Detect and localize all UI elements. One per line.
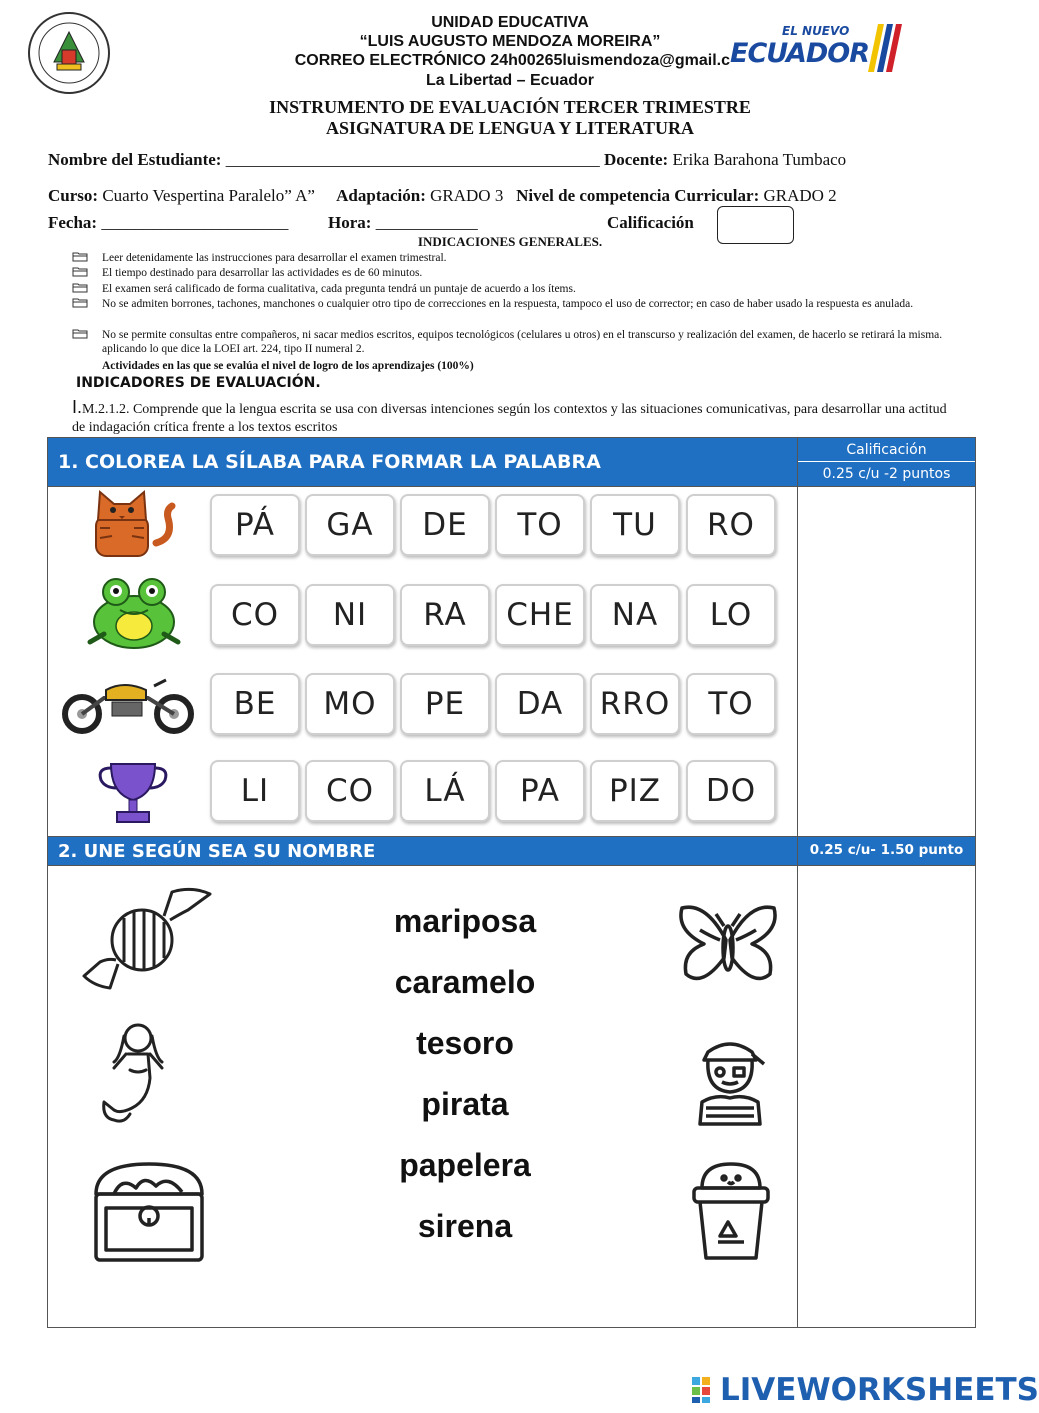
syllable-cell[interactable]: BE [210, 673, 300, 735]
candy-icon[interactable] [80, 884, 216, 990]
word-label[interactable]: caramelo [394, 964, 536, 1000]
syllable-cell[interactable]: NA [590, 584, 680, 646]
student-name-row [48, 150, 846, 170]
pirate-icon[interactable] [692, 1036, 768, 1126]
time-row [328, 213, 478, 233]
word-label[interactable]: mariposa [393, 903, 537, 939]
grade-label: Calificación [607, 213, 694, 232]
trash-bin-icon[interactable] [690, 1158, 772, 1264]
word-label[interactable]: pirata [421, 1086, 509, 1122]
folder-icon [72, 328, 102, 356]
school-seal [26, 10, 112, 96]
student-label: Nombre del Estudiante: [48, 150, 222, 169]
section1-title: 1. COLOREA LA SÍLABA PARA FORMAR LA PALABRA [48, 438, 797, 486]
syllable-cell[interactable]: TO [686, 673, 776, 735]
syllable-cell[interactable]: PIZ [590, 760, 680, 822]
indicators-title: INDICADORES DE EVALUACIÓN. [76, 375, 321, 391]
liveworksheets-logo [690, 1372, 1039, 1408]
grade-column-divider [797, 437, 798, 1328]
adaptation-value: GRADO 3 [430, 186, 504, 205]
grade-box[interactable] [717, 206, 794, 244]
syllable-cell[interactable]: GA [305, 494, 395, 556]
teacher-value: Erika Barahona Tumbaco [672, 150, 847, 169]
course-row [48, 186, 837, 206]
competence-value: GRADO 2 [763, 186, 837, 205]
syllable-cell[interactable]: LO [686, 584, 776, 646]
section2-title: 2. UNE SEGÚN SEA SU NOMBRE [48, 837, 797, 865]
time-label: Hora: [328, 213, 372, 232]
syllable-cell[interactable]: TU [590, 494, 680, 556]
competence-label: Nivel de competencia Curricular: [516, 186, 760, 205]
folder-icon [72, 251, 102, 266]
syllable-cell[interactable]: PE [400, 673, 490, 735]
adaptation-label: Adaptación: [336, 186, 426, 205]
student-name-field[interactable]: ____________________________________________ [225, 150, 600, 169]
teacher-label: Docente: [603, 150, 669, 169]
subject-title: ASIGNATURA DE LENGUA Y LITERATURA [325, 118, 695, 138]
section2-header-line [47, 865, 976, 866]
syllable-cell[interactable]: RO [686, 494, 776, 556]
syllable-cell[interactable]: CHE [495, 584, 585, 646]
indication-item: Leer detenidamente las instrucciones para desarrollar el examen trimestral. [72, 251, 952, 266]
syllable-cell[interactable]: DE [400, 494, 490, 556]
date-label: Fecha: [48, 213, 98, 232]
course-label: Curso: [48, 186, 99, 205]
school-email: CORREO ELECTRÓNICO 24h00265luismendoza@gmail.c [294, 52, 730, 69]
syllable-cell[interactable]: LI [210, 760, 300, 822]
syllable-cell[interactable]: PÁ [210, 494, 300, 556]
section1-grade-points: 0.25 c/u -2 puntos [798, 462, 975, 486]
syllable-cell[interactable]: LÁ [400, 760, 490, 822]
indicator-text: I.M.2.1.2. Comprende que la lengua escrita se usa con diversas intenciones según los contextos y las situaciones comunicativas, para desarrollar una actitud de indagación crítica frente a los textos escritos [72, 397, 947, 435]
course-value: Cuarto Vespertina Paralelo” A” [102, 186, 315, 205]
folder-icon [72, 282, 102, 297]
school-type: UNIDAD EDUCATIVA [431, 14, 589, 31]
indication-item: El examen será calificado de forma cualitativa, cada pregunta tendrá un puntaje de acuerdo a los ítems. [72, 282, 952, 297]
syllable-cell[interactable]: DO [686, 760, 776, 822]
time-field[interactable]: ____________ [375, 213, 478, 232]
indication-item: No se permite consultas entre compañeros, ni sacar medios escritos, equipos tecnológicos (celulares u otros) en el transcurso y realización del examen, de hacerlo se retirará la misma. aplicando lo que dice la LOEI art. 224, tipo II numeral 2. [72, 328, 952, 356]
mermaid-icon[interactable] [100, 1018, 176, 1130]
trophy-icon [95, 758, 171, 826]
syllable-cell[interactable]: TO [495, 494, 585, 556]
butterfly-icon[interactable] [676, 900, 780, 992]
exam-title: INSTRUMENTO DE EVALUACIÓN TERCER TRIMESTRE [269, 97, 751, 117]
frog-icon [84, 576, 184, 652]
word-label[interactable]: papelera [399, 1147, 531, 1183]
syllable-cell[interactable]: PA [495, 760, 585, 822]
motorcycle-icon [58, 676, 198, 734]
section1-grade-title: Calificación [798, 438, 975, 462]
folder-icon [72, 297, 102, 312]
syllable-cell[interactable]: MO [305, 673, 395, 735]
cat-icon [86, 488, 176, 560]
syllable-cell[interactable]: DA [495, 673, 585, 735]
word-label[interactable]: tesoro [416, 1025, 514, 1061]
section1-header-line [47, 486, 976, 487]
folder-icon [72, 266, 102, 281]
syllable-cell[interactable]: RA [400, 584, 490, 646]
treasure-chest-icon[interactable] [86, 1158, 212, 1266]
indication-item: El tiempo destinado para desarrollar las actividades es de 60 minutos. [72, 266, 952, 281]
school-location: La Libertad – Ecuador [425, 72, 595, 89]
indication-item: No se admiten borrones, tachones, manchones o cualquier otro tipo de correcciones en la respuesta, tampoco el uso de corrector; en caso de haber usado la respuesta es anulada. [72, 297, 952, 312]
liveworksheets-icon [690, 1375, 720, 1405]
liveworksheets-brand: LIVEWORKSHEETS [720, 1372, 1039, 1408]
word-label[interactable]: sirena [417, 1208, 513, 1244]
syllable-cell[interactable]: CO [305, 760, 395, 822]
ecuador-logo: EL NUEVO ECUADOR [728, 24, 908, 80]
syllable-cell[interactable]: RRO [590, 673, 680, 735]
syllable-cell[interactable]: CO [210, 584, 300, 646]
indications-title: INDICACIONES GENERALES. [417, 234, 603, 249]
date-field[interactable]: ______________________ [101, 213, 289, 232]
activities-note: Actividades en las que se evalúa el nivel de logro de los aprendizajes (100%) [102, 360, 474, 372]
syllable-cell[interactable]: NI [305, 584, 395, 646]
date-row [48, 213, 288, 233]
section2-grade-points: 0.25 c/u- 1.50 punto [798, 837, 975, 865]
school-name: “LUIS AUGUSTO MENDOZA MOREIRA” [359, 33, 661, 50]
